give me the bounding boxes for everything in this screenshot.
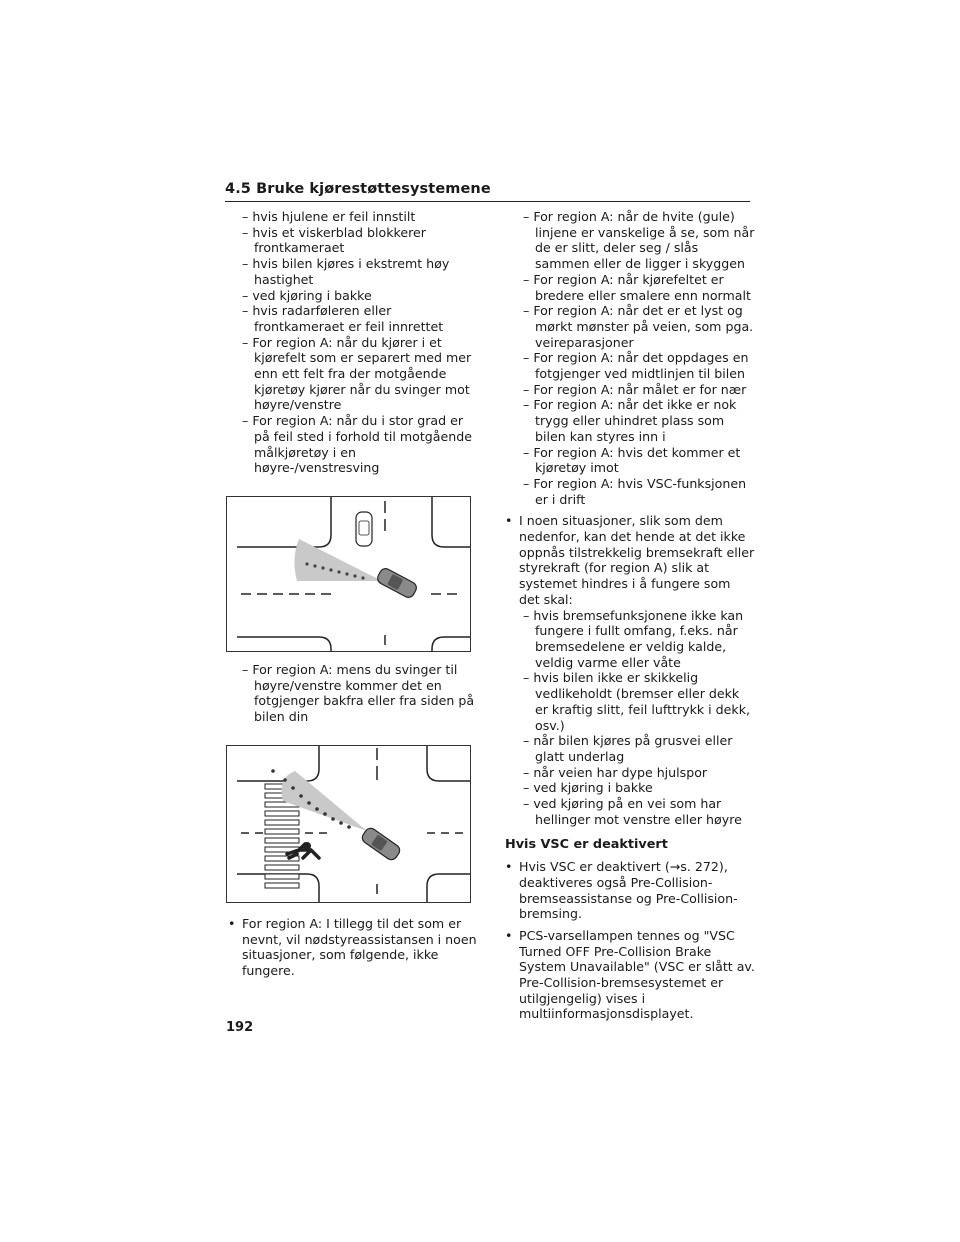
list-item: – hvis et viskerblad blokkerer frontkameraet xyxy=(228,225,478,256)
list-item: – For region A: når det ikke er nok trygg eller uhindret plass som bilen kan styres inn i xyxy=(505,397,755,444)
list-item: – For region A: når du kjører i et kjørefelt som er separert med mer enn ett felt fra der motgående kjøretøy kjører når du svinger mot høyre/venstre xyxy=(228,335,478,414)
bullet-text: Hvis VSC er deaktivert (→s. 272), deaktiveres også Pre-Collision-bremseassistanse og Pre-Collision-bremsing. xyxy=(519,859,738,922)
list-item: – hvis bremsefunksjonene ikke kan fungere i fullt omfang, f.eks. når bremsedelene er veldig kalde, veldig varme eller våte xyxy=(505,608,755,671)
right-column xyxy=(505,209,755,1022)
bullet-item xyxy=(505,859,755,922)
bullet-text: I noen situasjoner, slik som dem nedenfor, kan det hende at det ikke oppnås tilstrekkelig bremsekraft eller styrekraft (for region A) slik at systemet hindres i å fungere som det skal: xyxy=(519,513,755,607)
list-item: – hvis bilen ikke er skikkelig vedlikeholdt (bremser eller dekk er kraftig slitt, feil lufttrykk i dekk, osv.) xyxy=(505,670,755,733)
section-title: 4.5 Bruke kjørestøttesystemene xyxy=(225,181,491,197)
list-item: – For region A: hvis VSC-funksjonen er i drift xyxy=(505,476,755,507)
turn-illustration-pedestrian xyxy=(226,745,471,903)
left-column-top xyxy=(228,209,478,476)
list-item: – For region A: når det er et lyst og mørkt mønster på veien, som pga. veireparasjoner xyxy=(505,303,755,350)
list-item: – For region A: mens du svinger til høyre/venstre kommer det en fotgjenger bakfra eller fra siden på bilen din xyxy=(228,662,478,725)
page-number: 192 xyxy=(226,1020,254,1035)
list-item: – ved kjøring i bakke xyxy=(228,288,478,304)
list-item: – ved kjøring på en vei som har hellinger mot venstre eller høyre xyxy=(505,796,755,827)
bullet-symbol: • xyxy=(228,916,236,931)
bullet-symbol: • xyxy=(505,513,513,529)
bullet-item xyxy=(228,916,478,979)
list-item: – For region A: når du i stor grad er på feil sted i forhold til motgående målkjøretøy i en høyre-/venstresving xyxy=(228,413,478,476)
bullet-symbol: • xyxy=(505,859,513,875)
section-header xyxy=(225,178,750,202)
list-item: – ved kjøring i bakke xyxy=(505,780,755,796)
list-item: – hvis radarføleren eller frontkameraet er feil innrettet xyxy=(228,303,478,334)
list-item: – hvis hjulene er feil innstilt xyxy=(228,209,478,225)
bullet-text: PCS-varsellampen tennes og "VSC Turned OFF Pre-Collision Brake System Unavailable" (VSC er slått av. Pre-Collision-bremsesystemet er utilgjengelig) vises i multiinformasjonsdisplayet. xyxy=(519,927,755,1022)
list-item: – når bilen kjøres på grusvei eller glatt underlag xyxy=(505,733,755,764)
intersection-diagram-2 xyxy=(227,746,470,902)
subheading-vsc: Hvis VSC er deaktivert xyxy=(505,837,668,853)
list-item: – når veien har dype hjulspor xyxy=(505,765,755,781)
list-item: – For region A: når de hvite (gule) linjene er vanskelige å se, som når de er slitt, deler seg / slås sammen eller de ligger i skyggen xyxy=(505,209,755,272)
bullet-item xyxy=(505,513,755,607)
list-item: – For region A: når målet er for nær xyxy=(505,382,755,398)
intersection-diagram-1 xyxy=(227,497,470,651)
bullet-item xyxy=(505,928,755,1022)
list-item: – For region A: hvis det kommer et kjøretøy imot xyxy=(505,445,755,476)
list-item: – hvis bilen kjøres i ekstremt høy hastighet xyxy=(228,256,478,287)
bullet-text: For region A: I tillegg til det som er nevnt, vil nødstyreassistansen i noen situasjoner, som følgende, ikke fungere. xyxy=(242,916,477,979)
after-figure2-text xyxy=(228,910,478,979)
after-figure1-text xyxy=(228,662,478,725)
list-item: – For region A: når det oppdages en fotgjenger ved midtlinjen til bilen xyxy=(505,350,755,381)
list-item: – For region A: når kjørefeltet er bredere eller smalere enn normalt xyxy=(505,272,755,303)
bullet-symbol: • xyxy=(505,927,513,943)
turn-illustration-vehicle xyxy=(226,496,471,652)
